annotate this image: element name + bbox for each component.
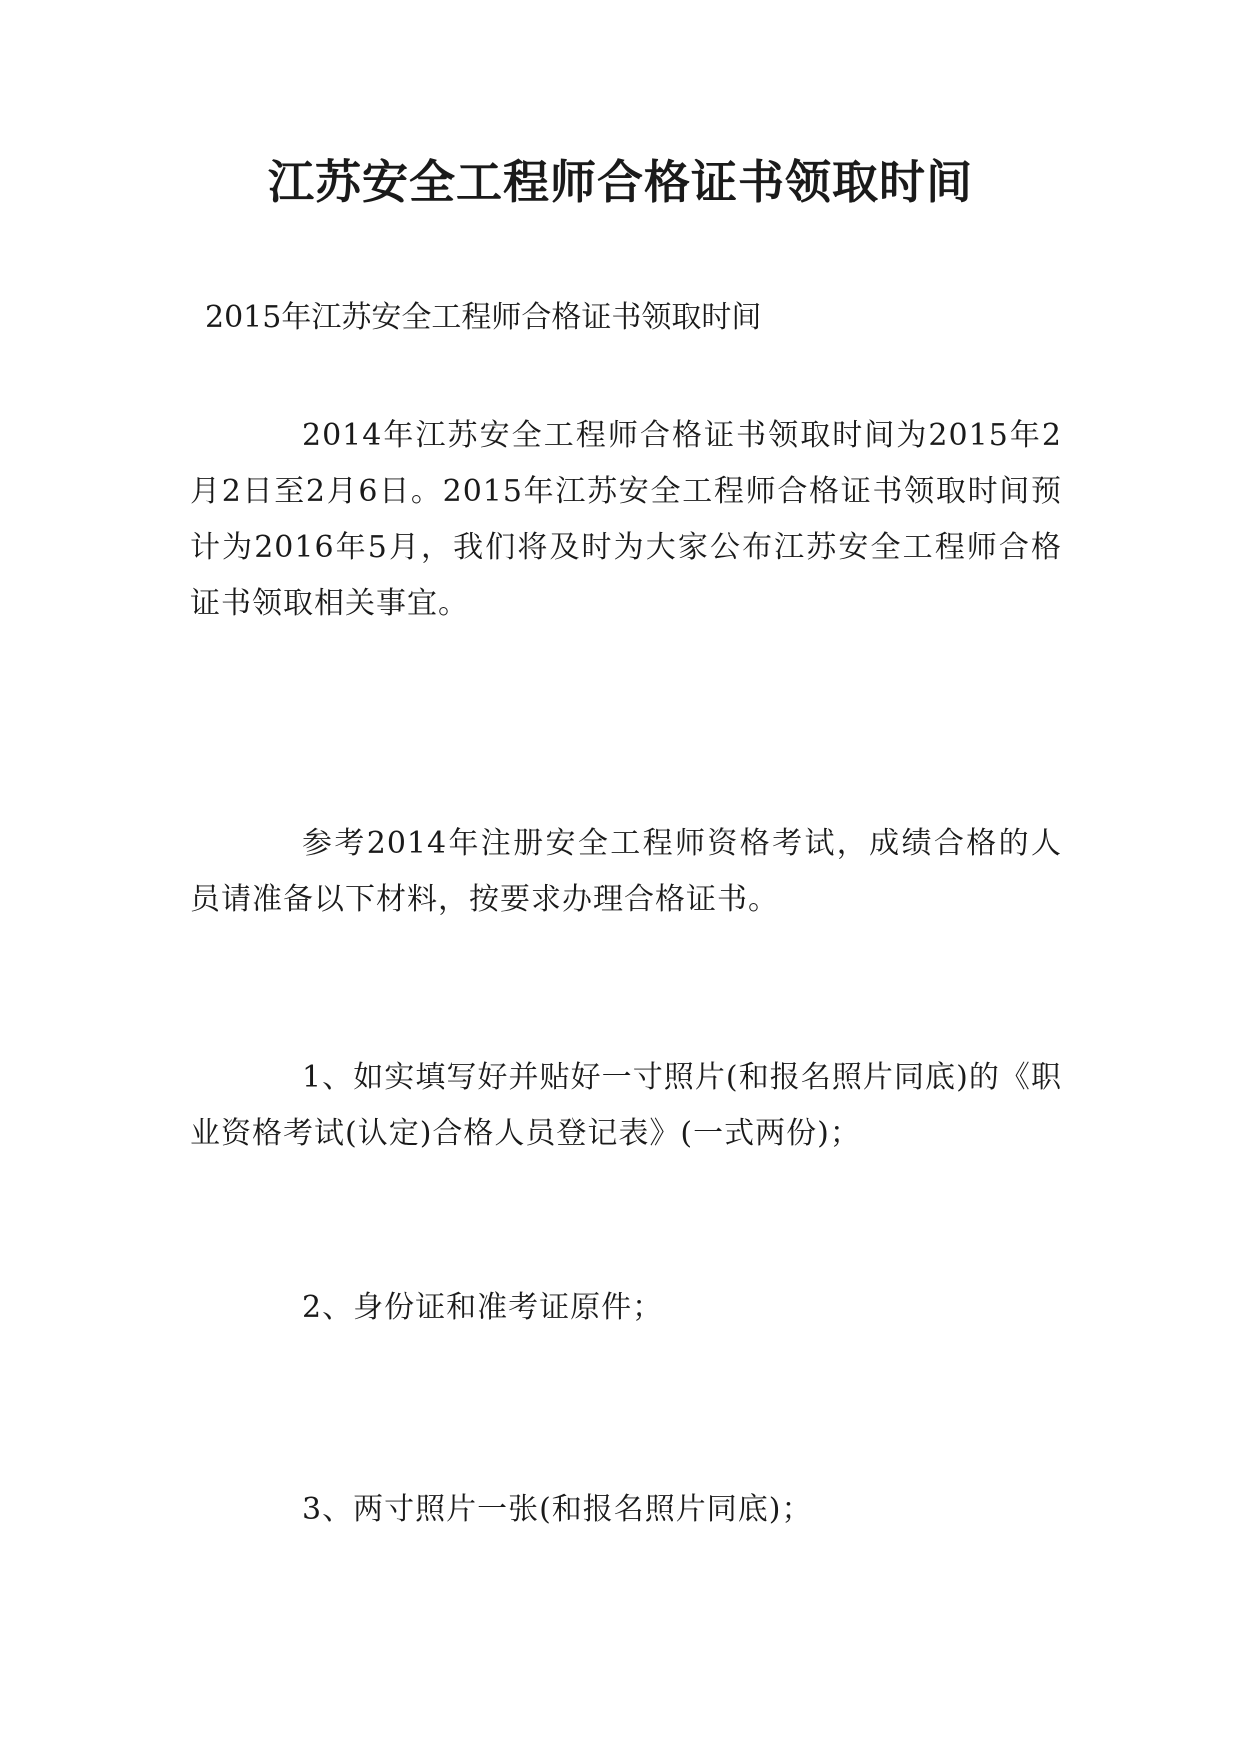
document-subtitle: 2015年江苏安全工程师合格证书领取时间 bbox=[205, 300, 762, 335]
paragraph-materials-intro: 参考2014年注册安全工程师资格考试，成绩合格的人员请准备以下材料，按要求办理合格证书。 bbox=[190, 826, 1062, 917]
list-item-photo: 3、两寸照片一张(和报名照片同底)； bbox=[302, 1492, 813, 1527]
list-item-id-documents: 2、身份证和准考证原件； bbox=[302, 1290, 664, 1325]
list-item-registration-form: 1、如实填写好并贴好一寸照片(和报名照片同底)的《职业资格考试(认定)合格人员登记表》(一式两份)； bbox=[190, 1060, 1062, 1151]
paragraph-certificate-time: 2014年江苏安全工程师合格证书领取时间为2015年2月2日至2月6日。2015年江苏安全工程师合格证书领取时间预计为2016年5月，我们将及时为大家公布江苏安全工程师合格证书领取相关事宜。 bbox=[190, 418, 1062, 621]
document-title: 江苏安全工程师合格证书领取时间 bbox=[268, 155, 973, 209]
